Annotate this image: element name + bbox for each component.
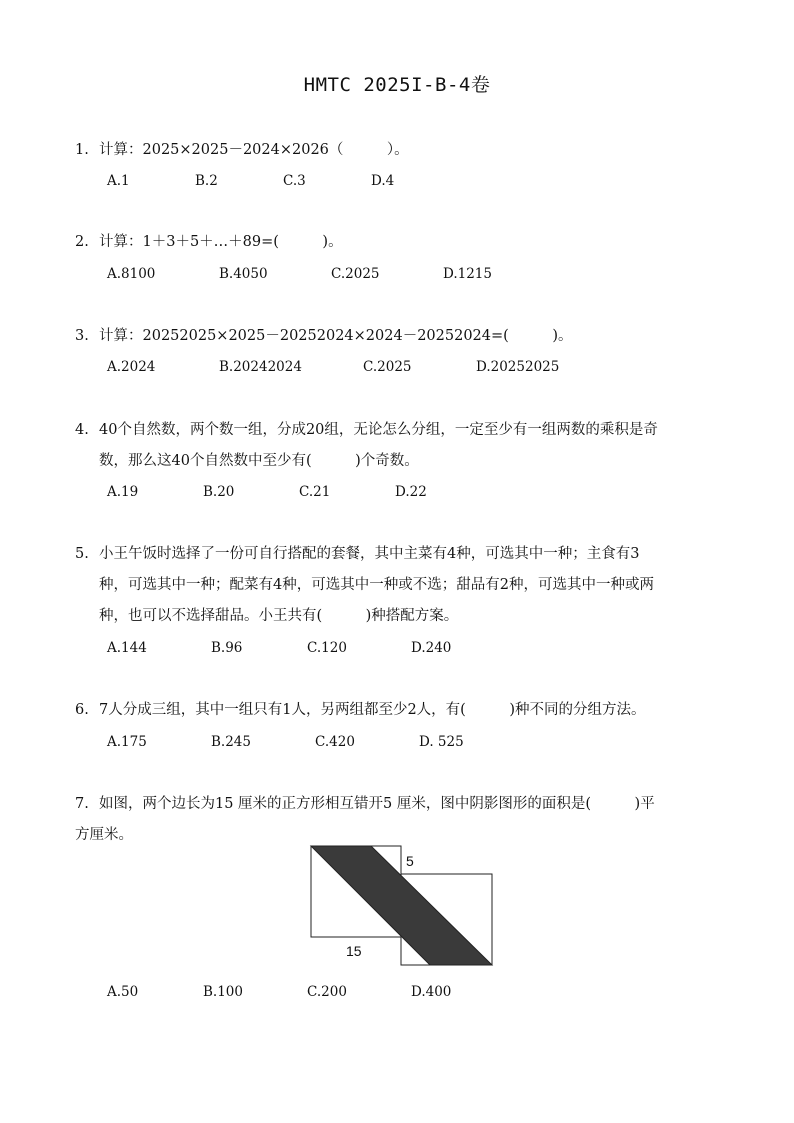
option-c[interactable]: C.2025 [363,359,412,375]
question-text-continued: 数，那么这40个自然数中至少有( )个奇数。 [99,453,419,469]
option-a[interactable]: A.19 [107,484,139,500]
option-d[interactable]: D.4 [371,173,395,189]
option-a[interactable]: A.175 [107,734,147,750]
question-number: 5. [75,546,89,562]
option-d[interactable]: D.20252025 [476,359,560,375]
option-b[interactable]: B.20242024 [219,359,302,375]
question-text: 7人分成三组，其中一组只有1人，另两组都至少2人，有( )种不同的分组方法。 [99,702,646,718]
option-c[interactable]: C.200 [307,984,347,1000]
label-5: 5 [406,853,414,869]
option-c[interactable]: C.120 [307,640,347,656]
question-text: 如图，两个边长为15 厘米的正方形相互错开5 厘米，图中阴影图形的面积是( )平 [99,796,655,812]
page-title: HMTC 2025I-B-4卷 [303,74,491,96]
option-a[interactable]: A.144 [107,640,147,656]
question-text: 40个自然数，两个数一组，分成20组，无论怎么分组，一定至少有一组两数的乘积是奇 [99,422,658,438]
option-a[interactable]: A.50 [107,984,139,1000]
option-d[interactable]: D.400 [411,984,452,1000]
question-3 [75,321,725,352]
option-b[interactable]: B.245 [211,734,251,750]
option-b[interactable]: B.20 [203,484,235,500]
two-squares-figure [300,838,500,970]
question-text: 小王午饭时选择了一份可自行搭配的套餐，其中主菜有4种，可选其中一种；主食有3 [99,546,640,562]
option-a[interactable]: A.8100 [107,266,156,282]
option-b[interactable]: B.2 [195,173,218,189]
question-text: 计算：20252025×2025－20252024×2024－20252024=( )。 [99,328,573,344]
option-d[interactable]: D.240 [411,640,452,656]
option-d[interactable]: D. 525 [419,734,464,750]
question-text: 计算：1＋3＋5＋…＋89=( )。 [99,234,343,250]
question-4 [75,415,725,477]
question-number: 2. [75,234,89,250]
question-number: 3. [75,328,89,344]
option-d[interactable]: D.22 [395,484,427,500]
question-1 [75,135,725,166]
question-text: 计算：2025×2025－2024×2026（ ）。 [99,142,409,158]
question-5 [75,539,725,632]
option-a[interactable]: A.2024 [107,359,156,375]
option-c[interactable]: C.21 [299,484,331,500]
question-6 [75,695,725,726]
option-b[interactable]: B.100 [203,984,243,1000]
option-a[interactable]: A.1 [107,173,130,189]
question-text-continued: 方厘米。 [75,827,133,843]
question-number: 7. [75,796,89,812]
option-c[interactable]: C.3 [283,173,306,189]
label-15: 15 [346,943,362,959]
option-c[interactable]: C.2025 [331,266,380,282]
option-d[interactable]: D.1215 [443,266,492,282]
question-text-continued: 种，可选其中一种；配菜有4种，可选其中一种或不选；甜品有2种，可选其中一种或两 [99,577,654,593]
question-number: 1. [75,142,89,158]
option-b[interactable]: B.96 [211,640,243,656]
question-number: 4. [75,422,89,438]
question-text-continued: 种，也可以不选择甜品。小王共有( )种搭配方案。 [99,608,459,624]
question-number: 6. [75,702,89,718]
question-2 [75,227,725,258]
option-c[interactable]: C.420 [315,734,355,750]
option-b[interactable]: B.4050 [219,266,268,282]
